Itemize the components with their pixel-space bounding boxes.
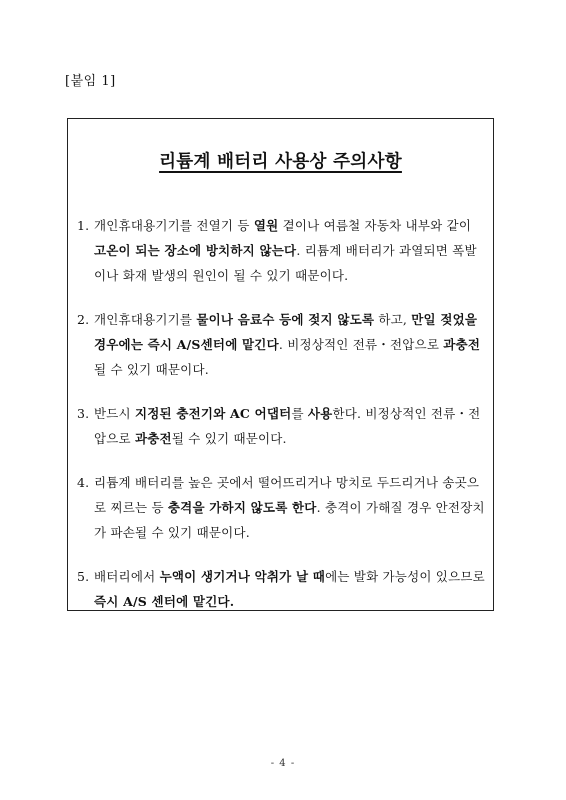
precaution-segment: 곁이나 여름철 자동차 내부와 같이	[278, 218, 472, 233]
precaution-emphasis: 누액이 생기거나 악취가 날 때	[159, 569, 326, 584]
precaution-segment: . 리튬계 배터리가 과열되면 폭발이나 화재 발생의 원인이 될 수 있기 때문이다.	[94, 243, 477, 283]
precaution-emphasis: 사용	[307, 406, 333, 421]
precaution-item	[77, 470, 487, 545]
precaution-number: 2.	[77, 312, 90, 327]
precaution-number: 4.	[77, 475, 90, 490]
precaution-text	[94, 569, 485, 609]
precaution-text	[94, 312, 480, 377]
precaution-number: 3.	[77, 406, 90, 421]
precaution-emphasis: 과충전	[443, 337, 481, 352]
precaution-emphasis: 과충전	[135, 431, 172, 446]
precaution-segment: 반드시	[94, 406, 135, 421]
precaution-segment: 한다. 비정상적인 전류・전압으로	[94, 406, 481, 446]
precaution-emphasis: 물이나 음료수 등에 젖지 않도록	[196, 312, 375, 327]
attachment-label: [붙임 1]	[65, 74, 116, 89]
notice-box	[67, 118, 494, 611]
precaution-segment: 될 수 있기 때문이다.	[171, 431, 287, 446]
precaution-segment: 리튬계 배터리를 높은 곳에서 떨어뜨리거나 망치로 두드리거나 송곳으로 찌르는 등	[94, 475, 480, 515]
precaution-text	[94, 475, 485, 540]
precaution-text	[94, 218, 477, 283]
precaution-segment: 배터리에서	[94, 569, 160, 584]
precaution-emphasis: 열원	[253, 218, 279, 233]
precaution-segment: 하고,	[374, 312, 412, 327]
precaution-emphasis: 충격을 가하지 않도록 한다	[167, 500, 317, 515]
precaution-emphasis: 고온이 되는 장소에 방치하지 않는다	[94, 243, 297, 258]
precaution-segment: 를	[291, 406, 308, 421]
precaution-segment: 될 수 있기 때문이다.	[94, 362, 209, 377]
precaution-emphasis: 지정된 충전기와 AC 어댑터	[135, 406, 292, 421]
precaution-number: 5.	[77, 569, 90, 584]
precaution-segment: 개인휴대용기기를 전열기 등	[94, 218, 254, 233]
precaution-segment: 에는 발화 가능성이 있으므로	[325, 569, 485, 584]
precaution-item	[77, 213, 487, 288]
precaution-emphasis: 만일 젖었을 경우에는 즉시 A/S센터에 맡긴다	[94, 312, 478, 352]
precaution-text	[94, 406, 480, 446]
precaution-emphasis: 즉시 A/S 센터에 맡긴다.	[94, 594, 235, 609]
precaution-list	[77, 213, 487, 633]
precaution-item	[77, 307, 487, 382]
notice-title-text: 리튬계 배터리 사용상 주의사항	[159, 152, 402, 172]
precaution-item	[77, 564, 487, 614]
precaution-item	[77, 401, 487, 451]
page-number: - 4 -	[270, 758, 296, 769]
precaution-segment: 개인휴대용기기를	[94, 312, 197, 327]
precaution-number: 1.	[77, 218, 90, 233]
notice-title	[68, 148, 493, 173]
precaution-segment: . 비정상적인 전류・전압으로	[278, 337, 444, 352]
precaution-segment: . 충격이 가해질 경우 안전장치가 파손될 수 있기 때문이다.	[94, 500, 485, 540]
